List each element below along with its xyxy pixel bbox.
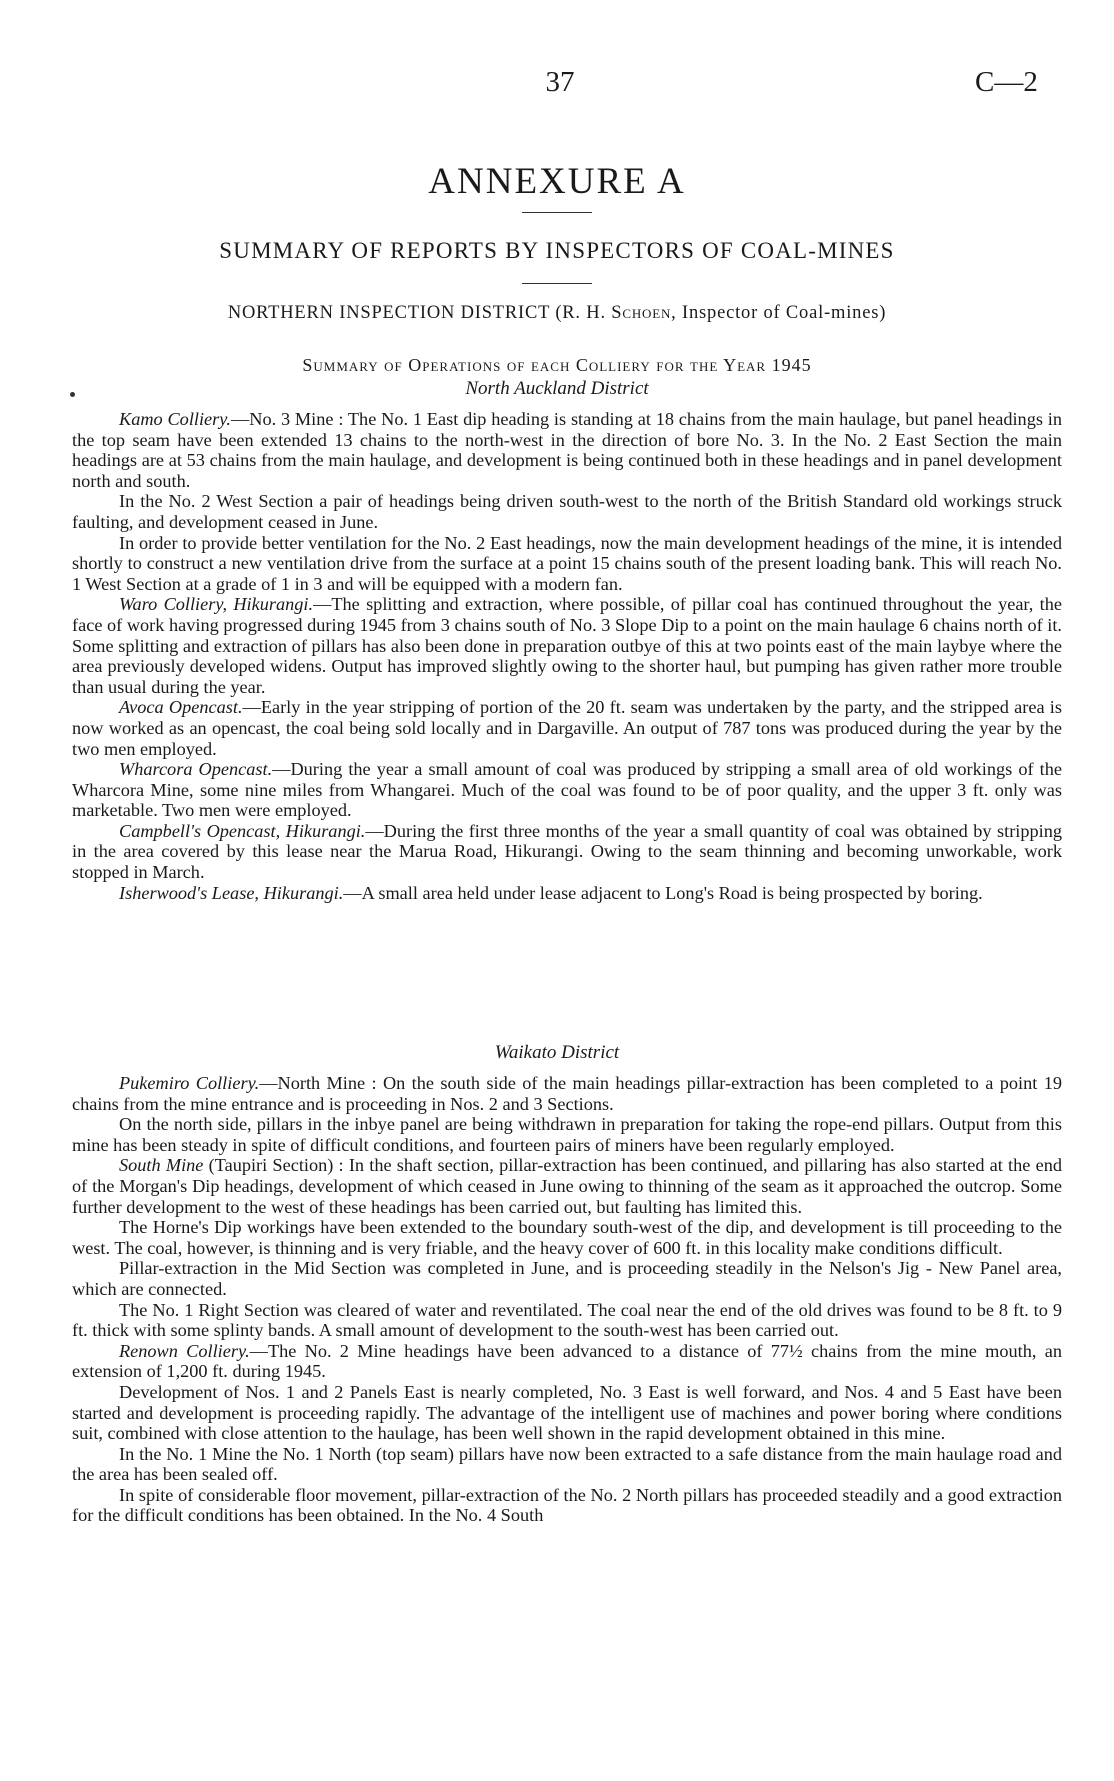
paragraph-text: The Horne's Dip workings have been extended to the boundary south-west of the dip, and development is till proceeding to the west. The coal, however, is thinning and is very friable, and the heavy cover of 600 ft. in this locality make conditions difficult. [72, 1217, 1062, 1258]
paragraph [72, 1444, 1062, 1485]
paragraph-lead: Isherwood's Lease, Hikurangi. [119, 882, 344, 903]
paragraph [72, 491, 1062, 532]
paragraph-text: The No. 1 Right Section was cleared of water and reventilated. The coal near the end of the old drives was found to be 8 ft. to 9 ft. thick with some splinty bands. A small amount of development to the south-west has been carried out. [72, 1299, 1062, 1341]
inspection-district-heading [0, 303, 1114, 324]
paragraph-text: —No. 3 Mine : The No. 1 East dip heading is standing at 18 chains from the main haulage, but panel headings in the top seam have been extended 13 chains to the north-west in the direction of bore No. 3. In the No. 2 East Section the main headings are at 53 chains from the main haulage, and development is being continued both in these headings and in panel development north and south. [72, 409, 1062, 491]
paragraph-lead: Pukemiro Colliery. [119, 1073, 260, 1093]
paragraph-text: In spite of considerable floor movement, pillar-extraction of the No. 2 North pillars has proceeded steadily and a good extraction for the difficult conditions has been obtained. In the No. 4 South [72, 1484, 1062, 1526]
paragraph-text: —North Mine : On the south side of the main headings pillar-extraction has been completed to a point 19 chains from the mine entrance and is proceeding in Nos. 2 and 3 Sections. [72, 1073, 1062, 1114]
paragraph-text: In order to provide better ventilation for the No. 2 East headings, now the main development headings of the mine, it is intended shortly to construct a new ventilation drive from the surface at a point 15 chains south of the present loading bank. This will reach No. 1 West Section at a grade of 1 in 3 and will be equipped with a modern fan. [72, 532, 1062, 594]
paragraph-text: Development of Nos. 1 and 2 Panels East is nearly completed, No. 3 East is well forward, and Nos. 4 and 5 East have been started and development is proceeding rapidly. The advantage of the intelligent use of machines and power boring where conditions suit, combined with close attention to the haulage, has been well shown in the rapid development obtained in this mine. [72, 1381, 1062, 1444]
document-reference: C—2 [975, 66, 1038, 98]
paragraph-lead: Kamo Colliery. [119, 409, 231, 429]
paragraph [72, 1155, 1062, 1217]
paragraph [72, 821, 1062, 883]
divider-rule [522, 283, 592, 284]
section-body-waikato [72, 1073, 1062, 1526]
paragraph [72, 1341, 1062, 1382]
paragraph-lead: Renown Colliery. [119, 1340, 250, 1361]
paragraph-text: Pillar-extraction in the Mid Section was completed in June, and is proceeding steadily in the Nelson's Jig - New Panel area, which are connected. [72, 1258, 1062, 1299]
paragraph-lead: Waro Colliery, Hikurangi. [119, 594, 314, 615]
paragraph [72, 759, 1062, 821]
paragraph [72, 1114, 1062, 1155]
paragraph [72, 1258, 1062, 1299]
paragraph [72, 533, 1062, 595]
district-heading-main: NORTHERN INSPECTION DISTRICT (R. H. [227, 303, 612, 323]
paragraph-text: —The No. 2 Mine headings have been advanced to a distance of 77½ chains from the mine mouth, an extension of 1,200 ft. during 1945. [72, 1340, 1062, 1382]
paragraph-text: —Early in the year stripping of portion of the 20 ft. seam was undertaken by the party, and the stripped area is now worked as an opencast, the coal being sold locally and in Dargaville. An output of 787 tons was produced during the year by the two men employed. [72, 697, 1062, 759]
paragraph [72, 594, 1062, 697]
paragraph [72, 1217, 1062, 1258]
paragraph-lead: Avoca Opencast. [119, 697, 243, 718]
paragraph-text: On the north side, pillars in the inbye panel are being withdrawn in preparation for taking the rope-end pillars. Output from this mine has been steady in spite of difficult conditions, and fourteen pairs of miners have been regularly employed. [72, 1114, 1062, 1155]
annexure-title: ANNEXURE A [428, 161, 686, 202]
paragraph-lead: Wharcora Opencast. [119, 759, 273, 780]
paragraph-text: (Taupiri Section) : In the shaft section, pillar-extraction has been continued, and pillaring has also started at the end of the Morgan's Dip headings, development of which ceased in June owing to thinning of the seam as it approached the outcrop. Some further development to the west of these headings has been carried out, but faulting has limited this. [72, 1155, 1062, 1217]
section-body-north-auckland [72, 409, 1062, 903]
paragraph-text: In the No. 2 West Section a pair of headings being driven south-west to the north of the British Standard old workings struck faulting, and development ceased in June. [72, 491, 1062, 532]
paragraph-lead: South Mine [119, 1155, 204, 1176]
section-heading-north-auckland: North Auckland District [465, 378, 649, 399]
paragraph-text: In the No. 1 Mine the No. 1 North (top seam) pillars have now been extracted to a safe distance from the main haulage road and the area has been sealed off. [72, 1443, 1062, 1485]
district-heading-tail: , Inspector of Coal-mines) [671, 303, 887, 323]
page-number: 37 [545, 66, 575, 98]
paragraph [72, 1485, 1062, 1526]
paragraph-text: —During the year a small amount of coal was produced by stripping a small area of old workings of the Wharcora Mine, some nine miles from Whangarei. Much of the coal was found to be of poor quality, and the upper 3 ft. only was marketable. Two men were employed. [72, 759, 1062, 821]
paragraph [72, 883, 1062, 904]
summary-title: SUMMARY OF REPORTS BY INSPECTORS OF COAL-MINES [219, 238, 895, 263]
paragraph [72, 409, 1062, 491]
paragraph [72, 1382, 1062, 1444]
paragraph [72, 697, 1062, 759]
paragraph [72, 1300, 1062, 1341]
section-heading-waikato: Waikato District [494, 1042, 620, 1063]
divider-rule [522, 212, 592, 213]
operations-heading: Summary of Operations of each Colliery for the Year 1945 [302, 355, 812, 375]
inspector-name: Schoen [611, 303, 672, 323]
paragraph-text: —During the first three months of the year a small quantity of coal was obtained by stripping in the area covered by this lease near the Marua Road, Hikurangi. Owing to the seam thinning and becoming unworkable, work stopped in March. [72, 820, 1063, 883]
paragraph [72, 1073, 1062, 1114]
paragraph-text: —The splitting and extraction, where possible, of pillar coal has continued throughout the year, the face of work having progressed during 1945 from 3 chains south of No. 3 Slope Dip to a point on the main haulage 6 chains north of it. Some splitting and extraction of pillars has also been done in preparation outbye of this at two points east of the main laybye where the area previously developed widens. Output has improved slightly owing to the shorter haul, but pumping has given rather more trouble than usual during the year. [72, 594, 1062, 697]
paragraph-lead: Campbell's Opencast, Hikurangi. [119, 820, 366, 841]
paragraph-text: —A small area held under lease adjacent to Long's Road is being prospected by boring. [343, 882, 983, 903]
